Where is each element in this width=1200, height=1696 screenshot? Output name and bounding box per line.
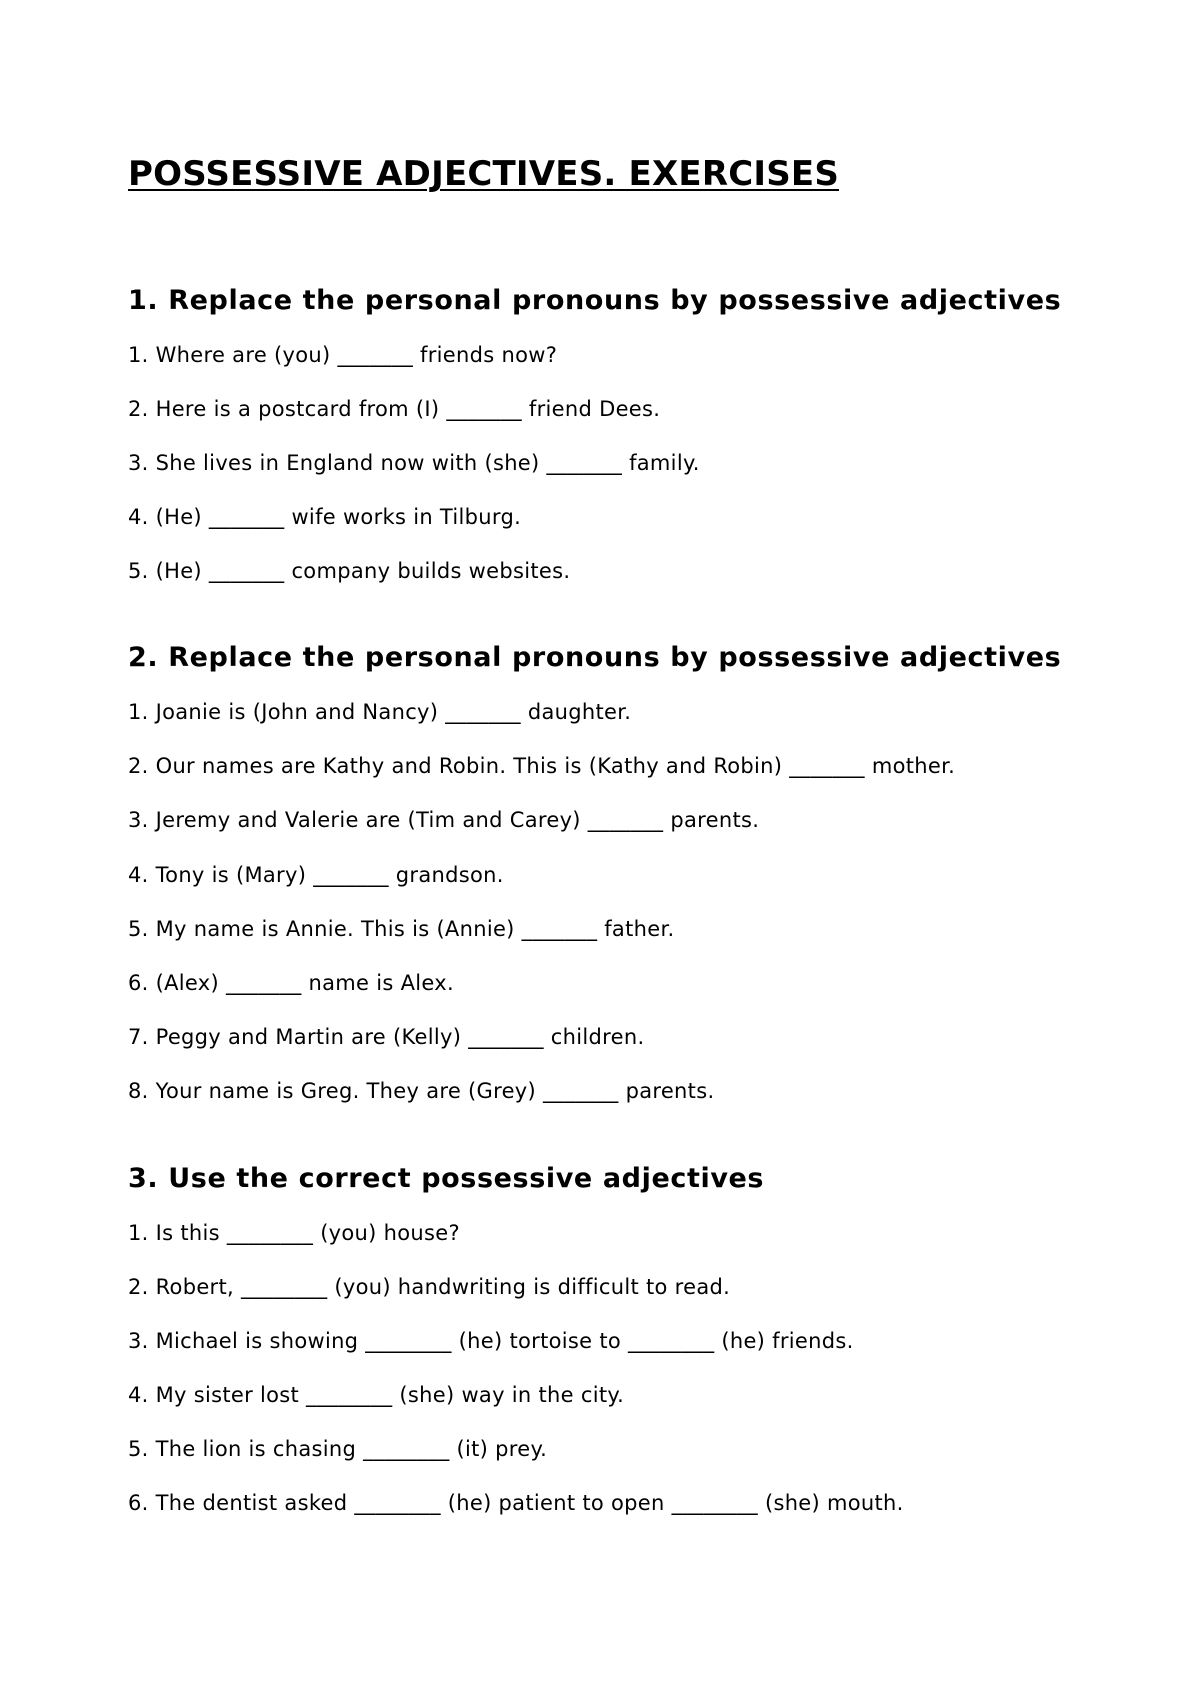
section-2-item-1: 1. Joanie is (John and Nancy) _______ daughter. bbox=[128, 700, 632, 724]
section-3-item-5: 5. The lion is chasing ________ (it) prey. bbox=[128, 1437, 548, 1461]
section-3-heading: 3. Use the correct possessive adjectives bbox=[128, 1163, 765, 1194]
section-2-item-2: 2. Our names are Kathy and Robin. This is (Kathy and Robin) _______ mother. bbox=[128, 754, 956, 778]
section-1-item-3: 3. She lives in England now with (she) _______ family. bbox=[128, 451, 700, 475]
section-1-item-4: 4. (He) _______ wife works in Tilburg. bbox=[128, 505, 522, 529]
section-1-item-1: 1. Where are (you) _______ friends now? bbox=[128, 343, 558, 367]
worksheet-title: POSSESSIVE ADJECTIVES. EXERCISES bbox=[128, 154, 840, 194]
section-1-heading: 1. Replace the personal pronouns by possessive adjectives bbox=[128, 285, 1062, 316]
section-3-item-6: 6. The dentist asked ________ (he) patient to open ________ (she) mouth. bbox=[128, 1491, 904, 1515]
section-3-item-2: 2. Robert, ________ (you) handwriting is difficult to read. bbox=[128, 1275, 731, 1299]
section-1-item-2: 2. Here is a postcard from (I) _______ friend Dees. bbox=[128, 397, 661, 421]
section-2-item-5: 5. My name is Annie. This is (Annie) _______ father. bbox=[128, 917, 675, 941]
section-2-item-8: 8. Your name is Greg. They are (Grey) _______ parents. bbox=[128, 1079, 715, 1103]
section-3-item-4: 4. My sister lost ________ (she) way in the city. bbox=[128, 1383, 625, 1407]
section-3-item-1: 1. Is this ________ (you) house? bbox=[128, 1221, 460, 1245]
section-2-item-7: 7. Peggy and Martin are (Kelly) _______ children. bbox=[128, 1025, 645, 1049]
section-3-item-3: 3. Michael is showing ________ (he) tortoise to ________ (he) friends. bbox=[128, 1329, 854, 1353]
section-2-item-6: 6. (Alex) _______ name is Alex. bbox=[128, 971, 454, 995]
section-2-item-4: 4. Tony is (Mary) _______ grandson. bbox=[128, 863, 504, 887]
section-2-item-3: 3. Jeremy and Valerie are (Tim and Carey) _______ parents. bbox=[128, 808, 760, 832]
section-1-item-5: 5. (He) _______ company builds websites. bbox=[128, 559, 571, 583]
section-2-heading: 2. Replace the personal pronouns by possessive adjectives bbox=[128, 642, 1062, 673]
